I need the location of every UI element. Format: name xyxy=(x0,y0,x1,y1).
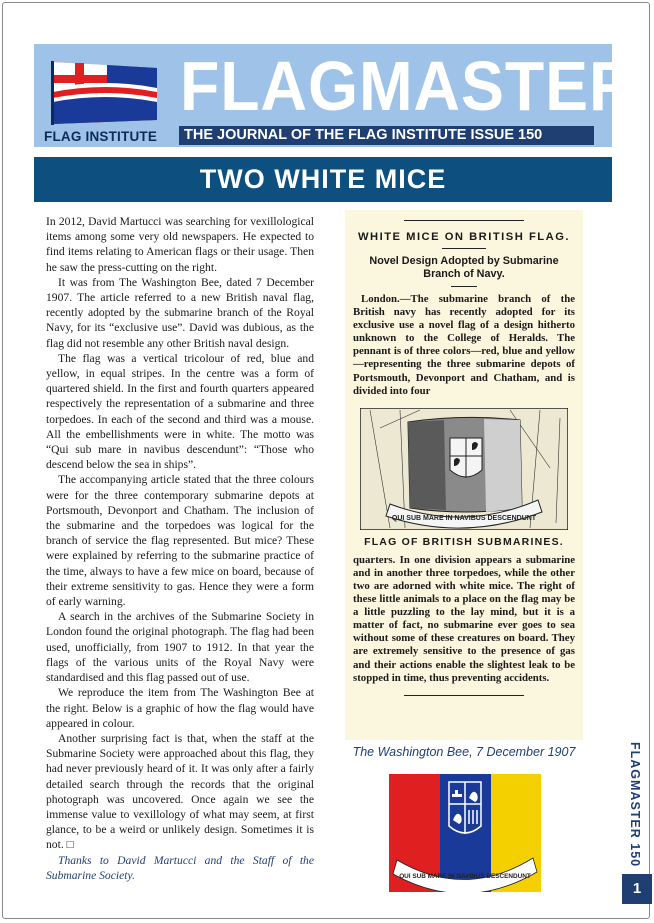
clipping-subheadline: Novel Design Adopted by Submarine Branch of Navy. xyxy=(369,255,559,280)
journal-subtitle: THE JOURNAL OF THE FLAG INSTITUTE ISSUE 150 xyxy=(184,127,543,143)
clipping-headline: WHITE MICE ON BRITISH FLAG. xyxy=(357,231,571,243)
flag-institute-label: FLAG INSTITUTE xyxy=(44,129,158,144)
clipping-text: quarters. In one division appears a submarine and in another three torpedoes, while the other two are adorned with white mice. The right of these little animals to a place on the flag may be a little puzzling to the lay mind, but it is a matter of fact, no submarine ever goes to sea without some of these creatures on board. They are extremely sensitive to the presence of gas and their actions enable the slightest leak to be stopped in time, thus preventing accidents. xyxy=(353,553,575,684)
flag-institute-logo-icon xyxy=(49,58,161,126)
photo-caption: FLAG OF BRITISH SUBMARINES. xyxy=(364,535,564,548)
paragraph: The accompanying article stated that the three colours were for the three contemporary submarine depots at Portsmouth, Devonport and Chatham. The inclusion of the submarine and the torpedoes was logical for the branch of service the flag represented. But mice? These were explained by referring to the submarine practice of the time, always to have a few mice on board, because of their extreme sensitivity to gas. Hence they were a form of early warning. xyxy=(46,473,314,609)
paragraph: The flag was a vertical tricolour of red, blue and yellow, in equal stripes. In the centre was a form of quartered shield. In the first and fourth quarters appeared respectively the representation of a submarine and three torpedoes. In each of the second and third was a mouse. All the embellishments were in white. The motto was “Qui sub mare in navibus descendunt”: “Those who descend below the sea in ships”. xyxy=(46,351,314,472)
acknowledgement: Thanks to David Martucci and the Staff of the Submarine Society. xyxy=(46,853,314,882)
paragraph: We reproduce the item from The Washington Bee at the right. Below is a graphic of how the flag would have appeared in colour. xyxy=(46,686,314,730)
clipping-source-caption: The Washington Bee, 7 December 1907 xyxy=(352,745,576,759)
paragraph: Another surprising fact is that, when the staff at the Submarine Society were approached about this flag, they had never previously heard of it. It was only after a fairly detailed search through the records that the original photograph was uncovered. Once again we see the immense value to vexillology of what may seem, at first glance, to be a weird or unlikely design. Sometimes it is not. □ xyxy=(46,731,314,852)
submarine-flag-graphic xyxy=(389,774,541,892)
flag-motto-scroll: QUI SUB MARE IN NAVIBUS DESCENDUNT xyxy=(399,873,531,880)
article-headline: TWO WHITE MICE xyxy=(199,164,447,194)
rule-divider xyxy=(404,695,524,696)
article-body xyxy=(46,214,314,883)
masthead xyxy=(34,44,637,147)
flag-photograph xyxy=(360,408,568,530)
paragraph: A search in the archives of the Submarine Society in London found the original photograph. The flag had been used, unofficially, from 1907 to 1912. In that year the flags of the various units of the Royal Navy were standardised and this flag passed out of use. xyxy=(46,610,314,685)
rule-divider xyxy=(442,248,486,249)
side-running-title xyxy=(626,742,642,868)
photo-motto: QUI SUB MARE IN NAVIBUS DESCENDUNT xyxy=(391,514,537,522)
rule-divider xyxy=(451,286,477,287)
clipping-text: London.—The submarine branch of the British navy has recently adopted for its exclusive use a novel flag of a design hitherto unknown to the College of Heralds. The pennant is of three colors—red, blue and yellow—representing the three submarine depots of Portsmouth, Devonport and Chatham, and is divided into four xyxy=(353,293,575,397)
journal-title: FLAGMASTER xyxy=(180,47,637,125)
paragraph: It was from The Washington Bee, dated 7 December 1907. The article referred to a new British naval flag, recently adopted by the submarine branch of the Royal Navy, for its “exclusive use”. David was dubious, as the flag did not resemble any other British naval design. xyxy=(46,275,314,350)
paragraph: In 2012, David Martucci was searching for vexillological items among some very old newspapers. He expected to find items relating to American flags or their usage. Then he saw the press-cutting on the right. xyxy=(46,215,314,274)
headline-bar xyxy=(34,157,612,202)
rule-divider xyxy=(404,220,524,221)
newspaper-clipping xyxy=(345,210,583,740)
page-number: 1 xyxy=(622,874,652,904)
side-label-text: FLAGMASTER 150 xyxy=(628,742,642,868)
